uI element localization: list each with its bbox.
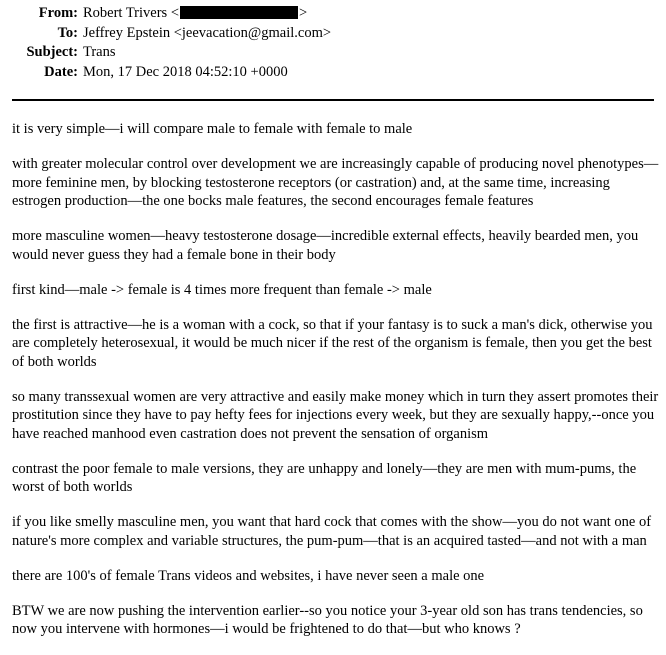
date-row <box>0 63 666 83</box>
body-paragraph: with greater molecular control over development we are increasingly capable of producing novel phenotypes—more feminine men, by blocking testosterone receptors (or castration) and, at the same time, increasing estrogen production—the one bocks male features, the second encourages female features <box>12 156 659 209</box>
subject-row <box>0 43 666 63</box>
body-paragraph: BTW we are now pushing the intervention earlier--so you notice your 3-year old son has trans tendencies, so now you intervene with hormones—i would be frightened to do that—but who knows ? <box>12 602 643 637</box>
from-row <box>0 4 666 24</box>
to-label: To: <box>57 24 78 41</box>
to-row <box>0 24 666 44</box>
date-value: Mon, 17 Dec 2018 04:52:10 +0000 <box>83 63 288 80</box>
to-value: Jeffrey Epstein <jeevacation@gmail.com> <box>83 24 332 41</box>
from-name: Robert Trivers < <box>83 5 179 21</box>
email-body <box>12 120 662 655</box>
body-paragraph: contrast the poor female to male versions, they are unhappy and lonely—they are men with mum-pums, the worst of both worlds <box>12 460 637 495</box>
from-label: From: <box>38 5 78 21</box>
date-label: Date: <box>44 63 78 80</box>
body-paragraph: so many transsexual women are very attractive and easily make money which in turn they assert promotes their prostitution since they have to pay hefty fees for injections every week, but they are sexually happy,--once you have reached manhood even castration does not prevent the sensation of organism <box>12 388 659 442</box>
body-paragraph: more masculine women—heavy testosterone dosage—incredible external effects, heavily bearded men, you would never guess they had a female bone in their body <box>12 228 639 263</box>
email-header <box>0 4 666 82</box>
from-suffix: > <box>299 5 308 21</box>
header-divider <box>12 99 654 101</box>
body-paragraph: if you like smelly masculine men, you want that hard cock that comes with the show—you do not want one of nature's more complex and variable structures, the pum-pum—that is an acquired tasted—and not with a man <box>12 514 652 549</box>
subject-value: Trans <box>83 44 116 61</box>
from-value <box>83 4 307 24</box>
body-paragraph: it is very simple—i will compare male to female with female to male <box>12 121 413 137</box>
body-paragraph: the first is attractive—he is a woman with a cock, so that if your fantasy is to suck a man's dick, otherwise you are completely heterosexual, it would be much nicer if the rest of the organism is female, then you get the best of both worlds <box>12 316 653 370</box>
subject-label: Subject: <box>26 44 78 61</box>
body-paragraph: first kind—male -> female is 4 times more frequent than female -> male <box>12 281 432 298</box>
redaction-box <box>180 6 298 19</box>
body-paragraph: there are 100's of female Trans videos and websites, i have never seen a male one <box>12 567 485 584</box>
